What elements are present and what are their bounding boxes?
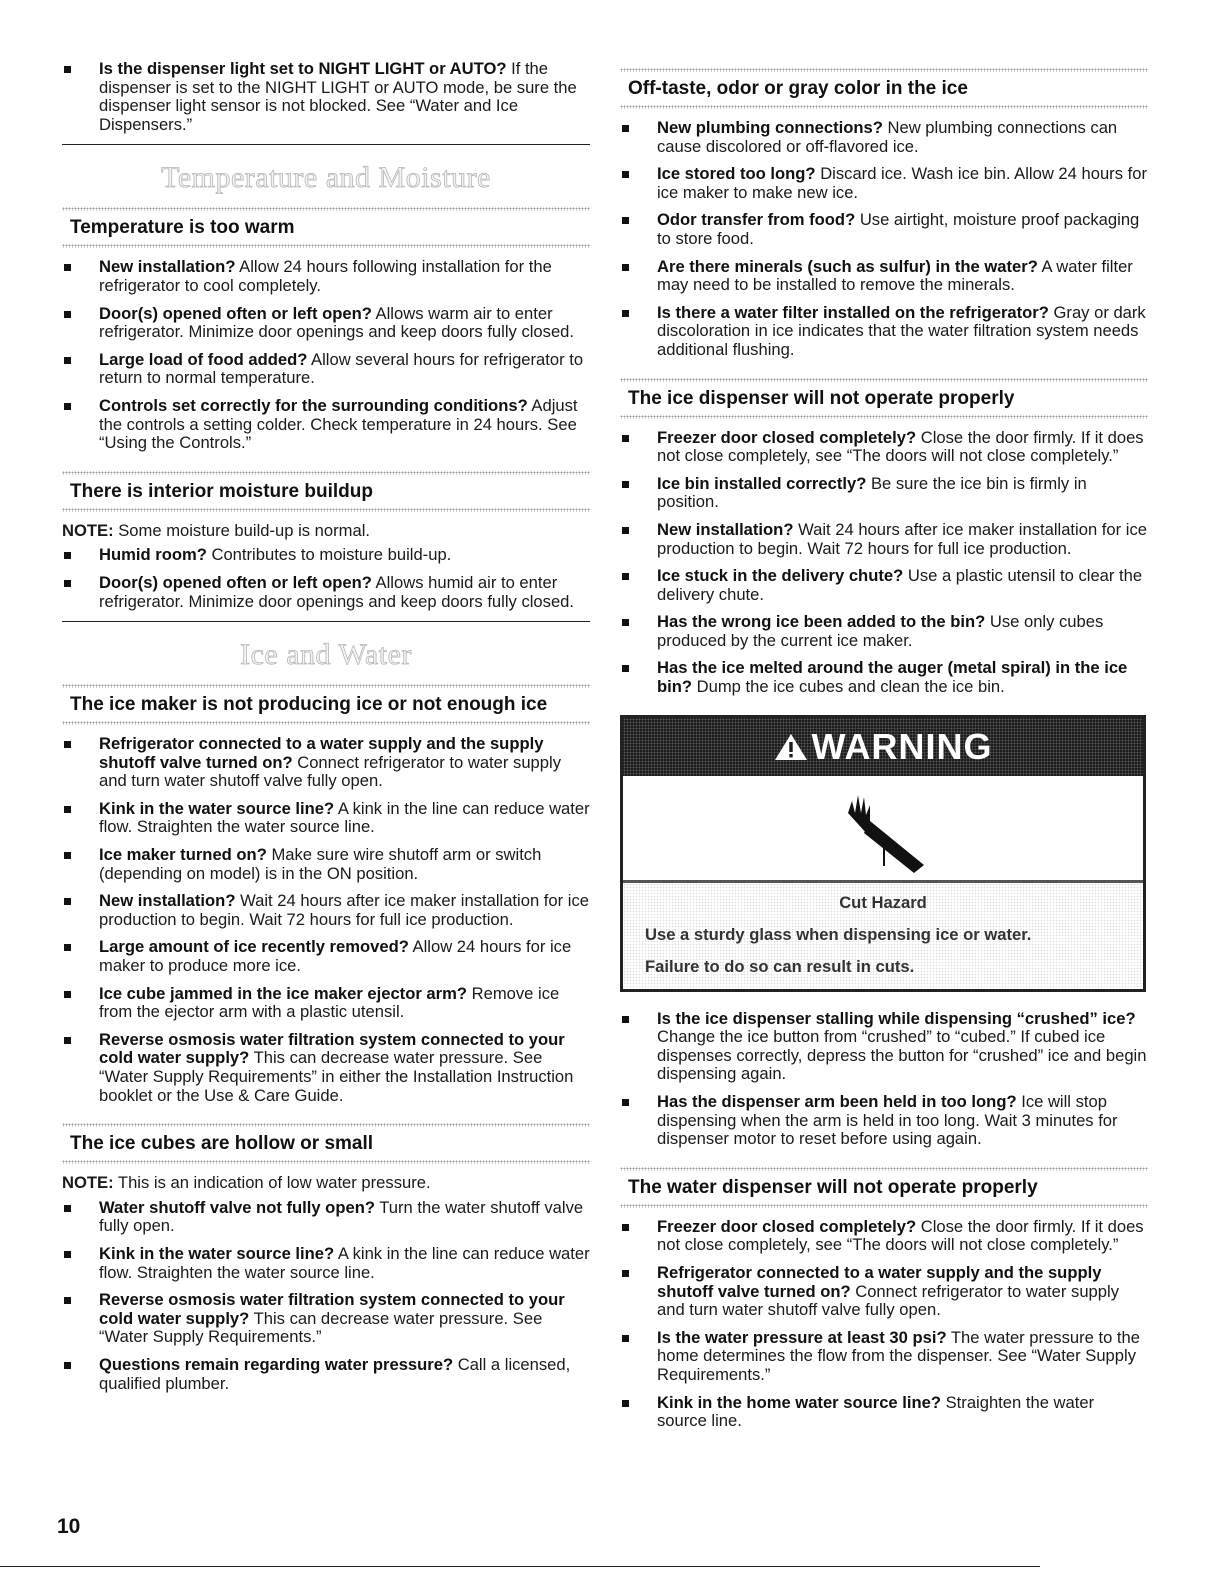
list-item: Water shutoff valve not fully open? Turn the water shutoff valve fully open. [62,1199,590,1236]
list-item: Kink in the water source line? A kink in the line can reduce water flow. Straighten the water source line. [62,1245,590,1282]
section-header [62,1123,590,1164]
list-item: Large amount of ice recently removed? Allow 24 hours for ice maker to produce more ice. [62,938,590,975]
section-header [62,684,590,725]
list-item: New plumbing connections? New plumbing connections can cause discolored or off-flavored ice. [620,119,1148,156]
section-title: There is interior moisture buildup [70,480,373,502]
dotted-rule [620,1204,1148,1208]
right-column [620,68,1148,1440]
list-item: Is the dispenser light set to NIGHT LIGHT or AUTO? If the dispenser is set to the NIGHT LIGHT or AUTO mode, be sure the dispenser light sensor is not blocked. See “Water and Ice Dispensers.” [62,60,590,134]
section-title: The water dispenser will not operate properly [628,1176,1038,1198]
dotted-rule [620,415,1148,419]
section-header [620,378,1148,419]
warning-line: Use a sturdy glass when dispensing ice or water. [645,924,1032,944]
list-item: Humid room? Contributes to moisture build-up. [62,546,590,565]
list-item: Is the ice dispenser stalling while dispensing “crushed” ice? Change the ice button from “crushed” to “cubed.” If cubed ice dispenses correctly, depress the button for “crushed” ice and begin dispensing again. [620,1010,1148,1084]
list-item: Ice stuck in the delivery chute? Use a plastic utensil to clear the delivery chute. [620,567,1148,604]
warning-line: Failure to do so can result in cuts. [645,956,915,976]
warning-triangle-icon [774,732,808,762]
bullet-icon [622,264,629,271]
bullet-icon [64,1251,71,1258]
list-item: Refrigerator connected to a water supply and the supply shutoff valve turned on? Connect refrigerator to water supply and turn water shutoff valve fully open. [62,735,590,791]
bullet-icon [622,171,629,178]
list-item: Ice stored too long? Discard ice. Wash ice bin. Allow 24 hours for ice maker to make new ice. [620,165,1148,202]
dotted-rule [620,105,1148,109]
list-item: Kink in the water source line? A kink in the line can reduce water flow. Straighten the water source line. [62,800,590,837]
list-item: Has the wrong ice been added to the bin? Use only cubes produced by the current ice maker. [620,613,1148,650]
bullet-icon [64,991,71,998]
list-item: Door(s) opened often or left open? Allows warm air to enter refrigerator. Minimize door openings and keep doors fully closed. [62,305,590,342]
list-item: Has the ice melted around the auger (metal spiral) in the ice bin? Dump the ice cubes and clean the ice bin. [620,659,1148,696]
list-item: Is there a water filter installed on the refrigerator? Gray or dark discoloration in ice indicates that the water filtration system needs additional flushing. [620,304,1148,360]
bullet-icon [622,481,629,488]
bullet-icon [64,1362,71,1369]
left-column [62,60,590,1402]
dotted-rule [62,721,590,725]
section-header [620,1167,1148,1208]
section-title: The ice dispenser will not operate properly [628,387,1015,409]
list-item: Has the dispenser arm been held in too long? Ice will stop dispensing when the arm is held in too long. Wait 3 minutes for dispenser motor to reset before using again. [620,1093,1148,1149]
list-item: Refrigerator connected to a water supply and the supply shutoff valve turned on? Connect refrigerator to water supply and turn water shutoff valve fully open. [620,1264,1148,1320]
bullet-icon [622,1400,629,1407]
section-title: The ice cubes are hollow or small [70,1133,374,1155]
list-item: Reverse osmosis water filtration system connected to your cold water supply? This can decrease water pressure. See “Water Supply Requirements.” [62,1291,590,1347]
list-item: New installation? Wait 24 hours after ice maker installation for ice production to begin. Wait 72 hours for full ice production. [620,521,1148,558]
list-item: Reverse osmosis water filtration system connected to your cold water supply? This can decrease water pressure. See “Water Supply Requirements” in either the Installation Instruction booklet or the Use & Care Guide. [62,1031,590,1105]
bullet-icon [622,665,629,672]
bullet-icon [622,1335,629,1342]
list-item: Are there minerals (such as sulfur) in the water? A water filter may need to be installed to remove the minerals. [620,258,1148,295]
category-title: Temperature and Moisture [161,161,491,195]
category-title: Ice and Water [240,638,412,672]
bullet-icon [622,1016,629,1023]
bullet-icon [64,852,71,859]
bullet-icon [622,573,629,580]
list-item: Is the water pressure at least 30 psi? The water pressure to the home determines the flow from the dispenser. See “Water Supply Requirements.” [620,1329,1148,1385]
warning-label: WARNING [811,725,993,767]
dotted-rule [62,1160,590,1164]
bullet-icon [64,806,71,813]
list-item: Questions remain regarding water pressure? Call a licensed, qualified plumber. [62,1356,590,1393]
bullet-icon [64,944,71,951]
bullet-icon [622,1099,629,1106]
list-item: Door(s) opened often or left open? Allows humid air to enter refrigerator. Minimize door openings and keep doors fully closed. [62,574,590,611]
bullet-icon [64,1297,71,1304]
bullet-icon [64,898,71,905]
bullet-icon [64,1037,71,1044]
dotted-rule [62,508,590,512]
list-item: Freezer door closed completely? Close the door firmly. If it does not close completely, see “The doors will not close completely.” [620,1218,1148,1255]
section-header [62,207,590,248]
list-item: Ice bin installed correctly? Be sure the ice bin is firmly in position. [620,475,1148,512]
bullet-icon [622,527,629,534]
note: NOTE: Some moisture build-up is normal. [62,520,371,540]
section-header [62,471,590,512]
warning-header [623,718,1143,776]
bullet-icon [622,619,629,626]
section-header [620,68,1148,109]
list-item: Kink in the home water source line? Straighten the water source line. [620,1394,1148,1431]
list-item: Ice cube jammed in the ice maker ejector arm? Remove ice from the ejector arm with a plastic utensil. [62,985,590,1022]
bullet-icon [622,1270,629,1277]
bullet-icon [64,66,71,73]
bullet-icon [622,125,629,132]
bullet-icon [64,311,71,318]
bullet-icon [622,217,629,224]
note: NOTE: This is an indication of low water pressure. [62,1173,431,1193]
bullet-icon [64,1205,71,1212]
bullet-icon [64,357,71,364]
cut-hazard-pictogram [623,776,1143,880]
hazard-title: Cut Hazard [839,892,927,912]
list-item: Ice maker turned on? Make sure wire shutoff arm or switch (depending on model) is in the ON position. [62,846,590,883]
page-number: 10 [57,1515,81,1538]
section-title: The ice maker is not producing ice or not enough ice [70,694,548,716]
list-item: New installation? Wait 24 hours after ice maker installation for ice production to begin. Wait 72 hours for full ice production. [62,892,590,929]
bullet-icon [622,435,629,442]
bullet-icon [64,403,71,410]
list-item: Odor transfer from food? Use airtight, moisture proof packaging to store food. [620,211,1148,248]
bullet-icon [622,1224,629,1231]
cut-hand-icon [828,783,938,873]
dotted-rule [62,244,590,248]
footer-rule [0,1566,1040,1567]
bullet-icon [64,552,71,559]
bullet-icon [64,264,71,271]
list-item: New installation? Allow 24 hours following installation for the refrigerator to cool completely. [62,258,590,295]
list-item: Freezer door closed completely? Close the door firmly. If it does not close completely, see “The doors will not close completely.” [620,429,1148,466]
warning-message [623,880,1143,989]
list-item: Controls set correctly for the surrounding conditions? Adjust the controls a setting colder. Check temperature in 24 hours. See “Using the Controls.” [62,397,590,453]
bullet-icon [64,741,71,748]
section-title: Off-taste, odor or gray color in the ice [628,78,968,99]
section-title: Temperature is too warm [70,217,295,239]
list-item: Large load of food added? Allow several hours for refrigerator to return to normal temperature. [62,351,590,388]
bullet-icon [622,310,629,317]
bullet-icon [64,580,71,587]
warning-box [620,715,1146,992]
